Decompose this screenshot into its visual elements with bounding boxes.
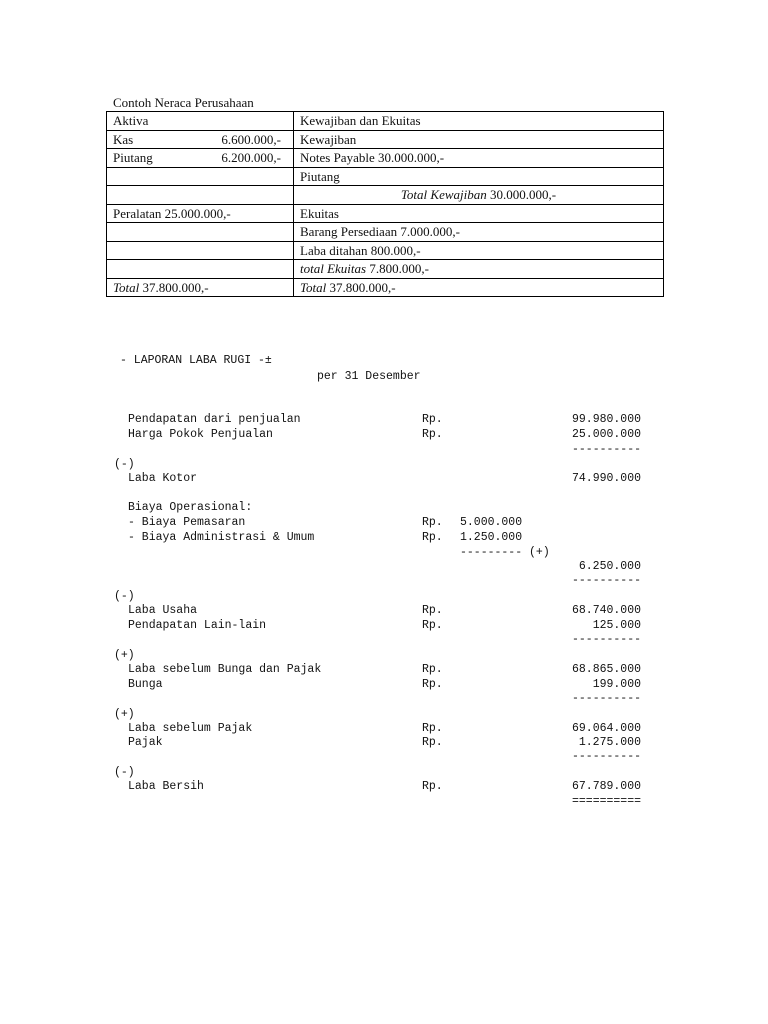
- table-row: [107, 167, 664, 186]
- line-label: Harga Pokok Penjualan: [128, 428, 273, 441]
- line-label: Laba Usaha: [128, 604, 198, 617]
- subtotal-value: 1.250.000: [460, 531, 523, 544]
- table-row: [107, 130, 664, 149]
- currency-label: Rp.: [422, 428, 443, 441]
- table-row: [107, 260, 664, 279]
- operator-sign: (+): [114, 708, 135, 721]
- total-kewajiban-value: 30.000.000,-: [486, 187, 557, 203]
- left-label: Piutang: [113, 150, 153, 166]
- currency-label: Rp.: [422, 663, 443, 676]
- amount-value: ----------: [571, 574, 641, 587]
- cell-left: [107, 260, 294, 279]
- table-row: [107, 204, 664, 223]
- left-label: Peralatan 25.000.000,-: [113, 205, 231, 221]
- balance-sheet-title: Contoh Neraca Perusahaan: [113, 95, 254, 110]
- line-label: Bunga: [128, 678, 163, 691]
- total-right-label: Total: [300, 279, 327, 295]
- amount-value: 6.250.000: [578, 560, 641, 573]
- amount-value: 99.980.000: [571, 413, 641, 426]
- income-statement-subtitle: per 31 Desember: [317, 370, 421, 383]
- table-row: [107, 149, 664, 168]
- currency-label: Rp.: [422, 516, 443, 529]
- subtotal-value: 5.000.000: [460, 516, 523, 529]
- currency-label: Rp.: [422, 722, 443, 735]
- currency-label: Rp.: [422, 736, 443, 749]
- cell-right: Notes Payable 30.000.000,-: [294, 149, 664, 168]
- currency-label: Rp.: [422, 619, 443, 632]
- amount-value: 1.275.000: [578, 736, 641, 749]
- cell-right: Barang Persediaan 7.000.000,-: [294, 223, 664, 242]
- cell-left: [107, 204, 294, 223]
- currency-label: Rp.: [422, 678, 443, 691]
- left-value: 6.200.000,-: [221, 150, 281, 166]
- amount-value: 68.740.000: [571, 604, 641, 617]
- line-label: Laba sebelum Bunga dan Pajak: [128, 663, 322, 676]
- operator-sign: (-): [114, 458, 135, 471]
- amount-value: ----------: [571, 443, 641, 456]
- cell-right-total-ekuitas: [294, 260, 664, 279]
- table-row: [107, 186, 664, 205]
- line-label: Laba sebelum Pajak: [128, 722, 253, 735]
- cell-right: Piutang: [294, 167, 664, 186]
- total-left: [107, 278, 294, 297]
- income-statement-title: - LAPORAN LABA RUGI -±: [120, 354, 272, 367]
- table-header-row: [107, 112, 664, 131]
- currency-label: Rp.: [422, 604, 443, 617]
- amount-value: ----------: [571, 633, 641, 646]
- amount-value: 25.000.000: [571, 428, 641, 441]
- cell-left: [107, 186, 294, 205]
- currency-label: Rp.: [422, 780, 443, 793]
- amount-value: 199.000: [592, 678, 641, 691]
- line-label: Pendapatan Lain-lain: [128, 619, 267, 632]
- line-label: Pajak: [128, 736, 163, 749]
- line-label: - Biaya Pemasaran: [128, 516, 246, 529]
- cell-left: [107, 241, 294, 260]
- amount-value: ----------: [571, 750, 641, 763]
- cell-left: [107, 149, 294, 168]
- cell-left: [107, 167, 294, 186]
- header-kewajiban-ekuitas: Kewajiban dan Ekuitas: [294, 112, 664, 131]
- balance-sheet-table: [106, 111, 664, 297]
- amount-value: 68.865.000: [571, 663, 641, 676]
- line-label: - Biaya Administrasi & Umum: [128, 531, 315, 544]
- amount-value: ==========: [571, 795, 641, 808]
- total-right: [294, 278, 664, 297]
- total-ekuitas-label: total Ekuitas: [300, 261, 367, 277]
- amount-value: 125.000: [592, 619, 641, 632]
- table-row: [107, 241, 664, 260]
- amount-value: ----------: [571, 692, 641, 705]
- header-aktiva: Aktiva: [107, 112, 294, 131]
- left-label: Kas: [113, 131, 134, 147]
- operator-sign: (-): [114, 766, 135, 779]
- cell-left: [107, 130, 294, 149]
- total-ekuitas-value: 7.800.000,-: [366, 261, 429, 277]
- amount-value: 67.789.000: [571, 780, 641, 793]
- subtotal-value: --------- (+): [460, 546, 550, 559]
- line-label: Laba Bersih: [128, 780, 204, 793]
- operator-sign: (+): [114, 649, 135, 662]
- line-label: Laba Kotor: [128, 472, 198, 485]
- amount-value: 74.990.000: [571, 472, 641, 485]
- total-left-label: Total: [113, 279, 140, 295]
- cell-right-total-kewajiban: [294, 186, 664, 205]
- total-right-value: 37.800.000,-: [326, 279, 396, 295]
- cell-right: Kewajiban: [294, 130, 664, 149]
- cell-right: Laba ditahan 800.000,-: [294, 241, 664, 260]
- cell-left: [107, 223, 294, 242]
- total-left-value: 37.800.000,-: [139, 279, 209, 295]
- cell-right: Ekuitas: [294, 204, 664, 223]
- currency-label: Rp.: [422, 531, 443, 544]
- left-value: 6.600.000,-: [221, 131, 281, 147]
- table-total-row: [107, 278, 664, 297]
- currency-label: Rp.: [422, 413, 443, 426]
- operator-sign: (-): [114, 590, 135, 603]
- line-label: Pendapatan dari penjualan: [128, 413, 301, 426]
- table-row: [107, 223, 664, 242]
- amount-value: 69.064.000: [571, 722, 641, 735]
- total-kewajiban-label: Total Kewajiban: [400, 187, 487, 203]
- line-label: Biaya Operasional:: [128, 501, 253, 514]
